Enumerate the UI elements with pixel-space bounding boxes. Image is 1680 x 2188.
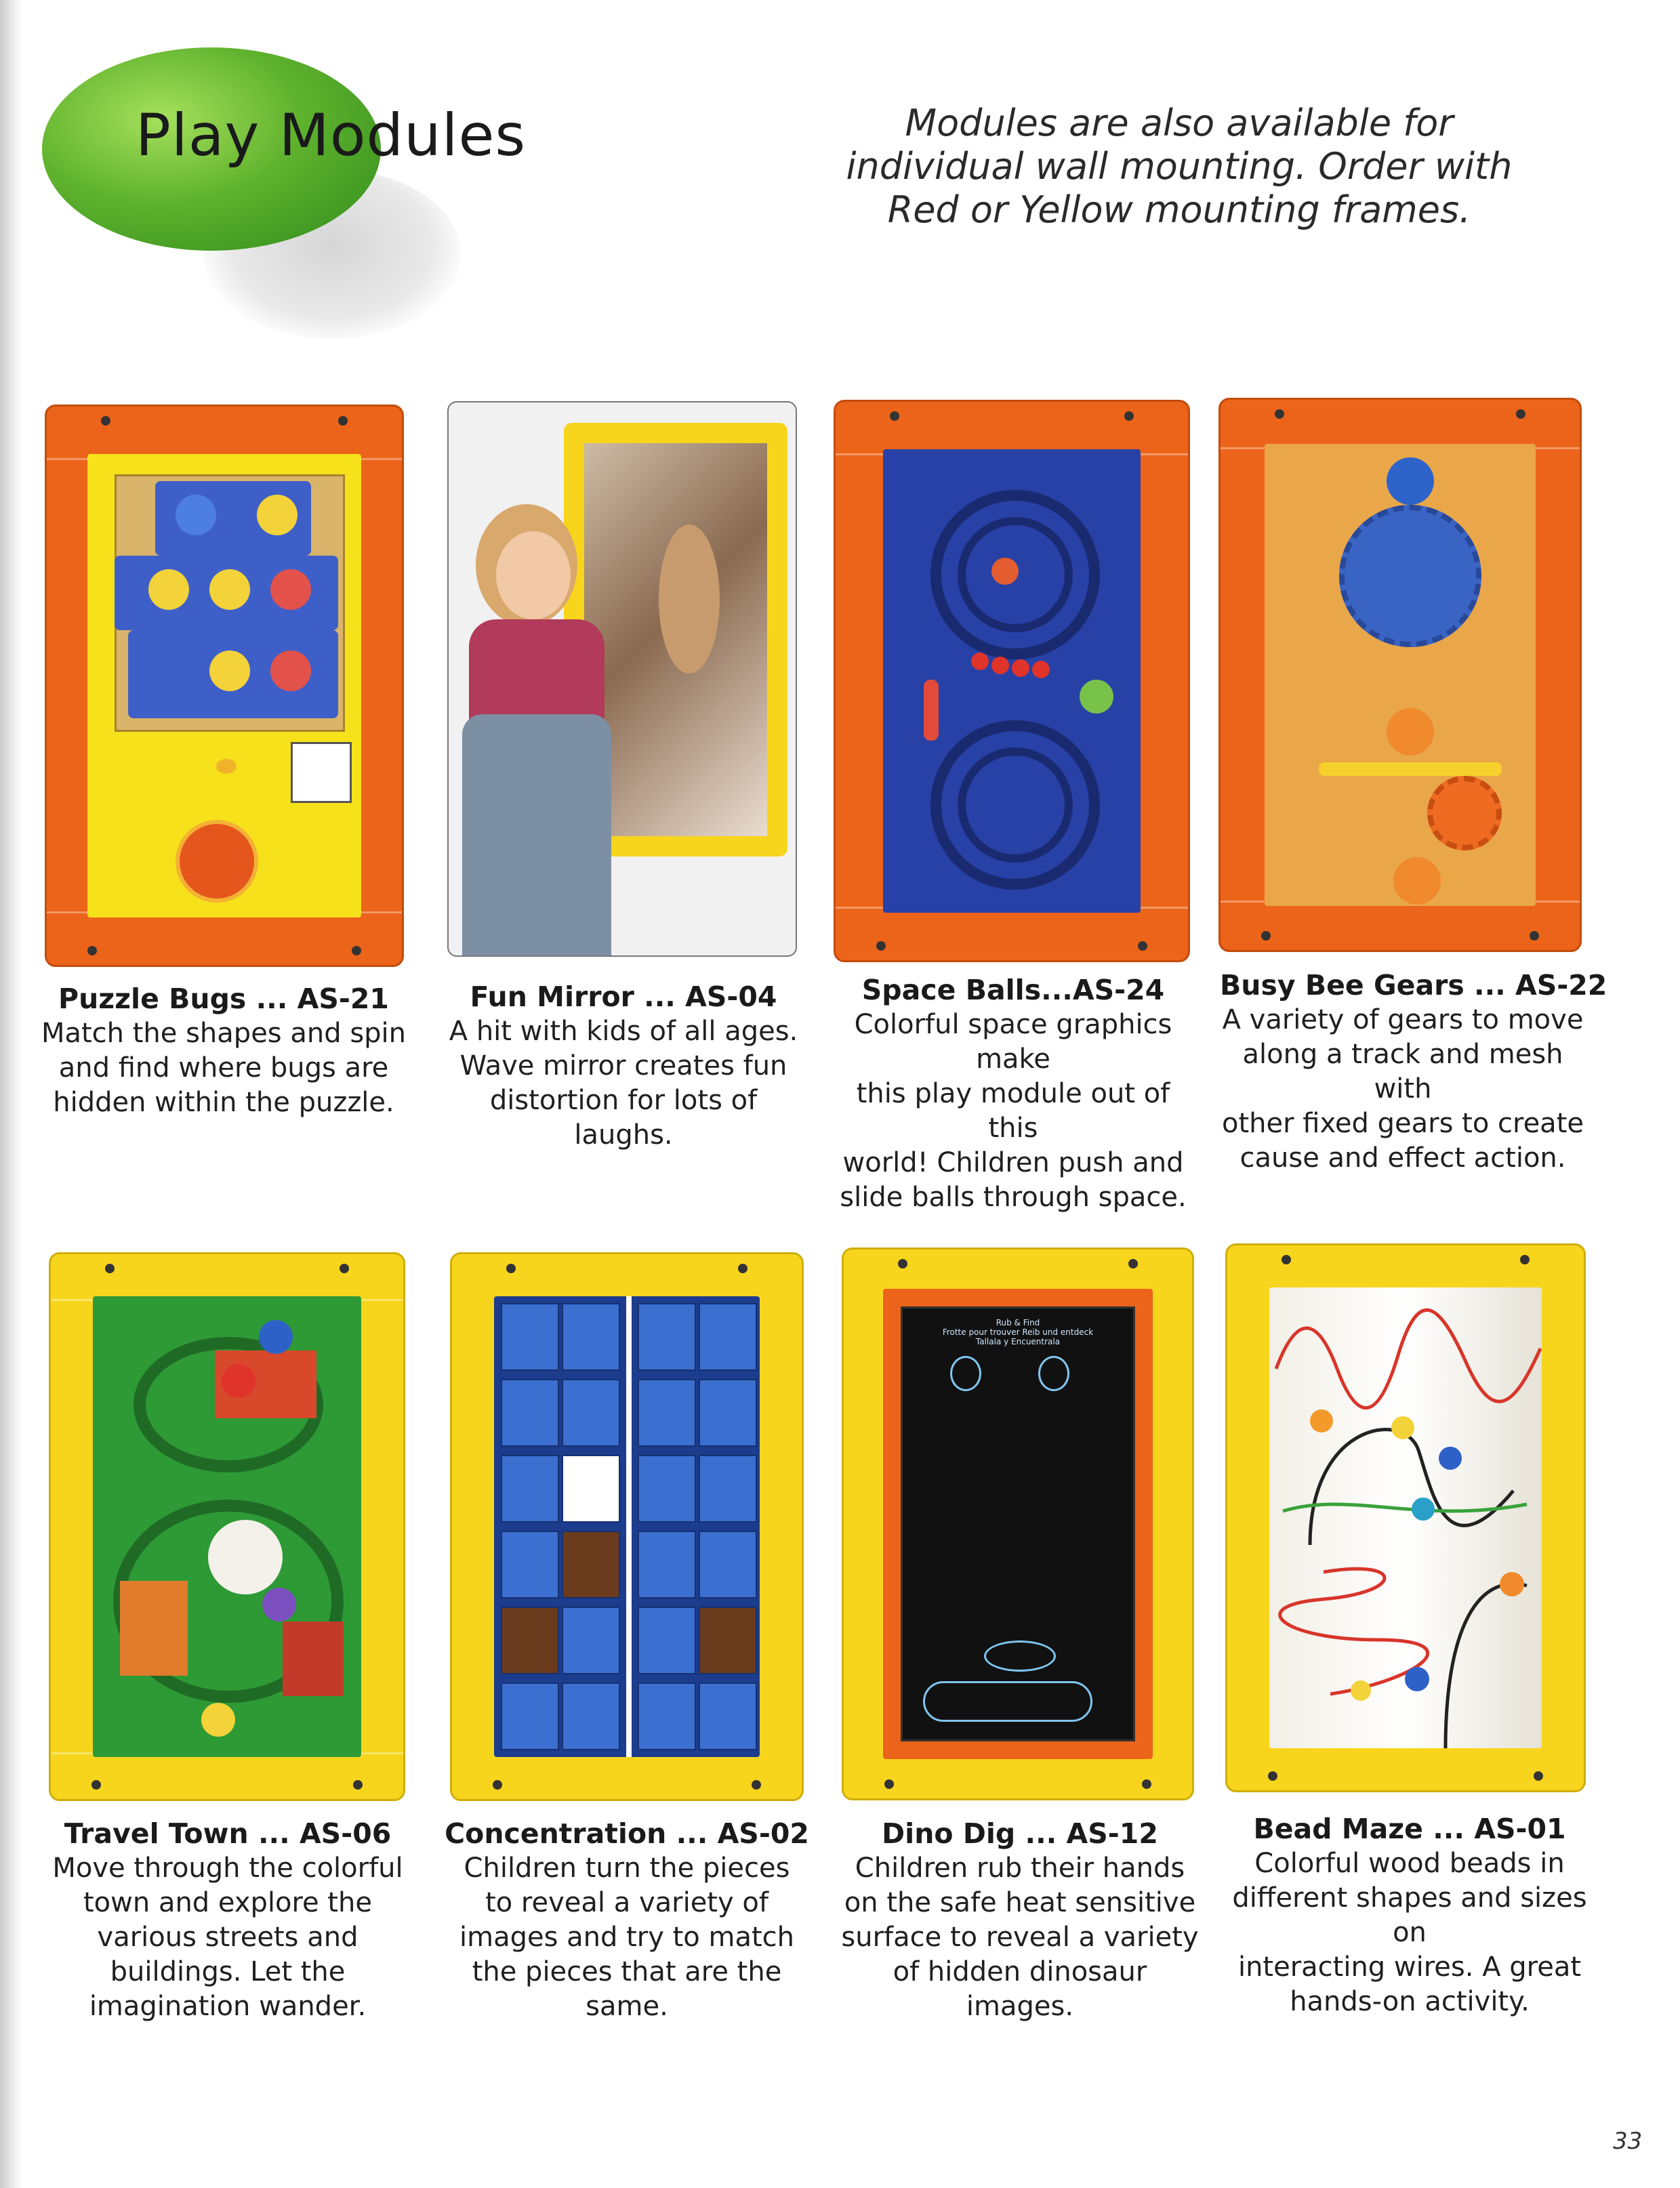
product-name: Bead Maze ... AS-01 [1253, 1813, 1566, 1845]
product-name: Travel Town ... AS-06 [64, 1817, 392, 1850]
dino-dig-module [842, 1247, 1194, 1800]
product-description: the pieces that are the [472, 1956, 782, 1987]
bead-maze-box [1269, 1287, 1542, 1748]
product-description: images. [966, 1991, 1074, 2022]
product-description: cause and effect action. [1239, 1142, 1566, 1174]
heat-sensitive-surface [901, 1306, 1135, 1741]
product-description: distortion for lots of [489, 1085, 758, 1116]
product-description: A hit with kids of all ages. [449, 1016, 798, 1047]
product-description: different shapes and sizes on [1232, 1882, 1587, 1948]
puzzle-bugs-caption [41, 981, 407, 1120]
product-description: buildings. Let the [110, 1956, 346, 1987]
product-description: of hidden dinosaur [893, 1956, 1147, 1987]
travel-town-board [93, 1296, 361, 1757]
puzzle-bugs-board [87, 454, 361, 917]
product-description: Move through the colorful [52, 1853, 403, 1884]
busy-bee-board [1265, 444, 1536, 906]
product-description: to reveal a variety of [485, 1887, 769, 1918]
product-description: Colorful space graphics make [854, 1009, 1172, 1075]
tagline-line: Red or Yellow mounting frames. [887, 188, 1471, 231]
product-description: imagination wander. [89, 1991, 367, 2022]
page-number: 33 [1613, 2128, 1643, 2155]
tagline-line: individual wall mounting. Order with [846, 145, 1513, 188]
board-subheading: Tallala y Encuentrala [975, 1337, 1061, 1346]
travel-town-caption [45, 1816, 411, 2024]
space-balls-board [883, 449, 1141, 913]
space-balls-caption [830, 972, 1196, 1215]
product-description: Children rub their hands [855, 1853, 1185, 1884]
bead-maze-module [1225, 1243, 1586, 1792]
product-description: images and try to match [459, 1922, 794, 1953]
fun-mirror-photo [447, 401, 797, 957]
product-name: Space Balls...AS-24 [861, 974, 1165, 1006]
product-description: world! Children push and [842, 1147, 1184, 1178]
product-description: same. [586, 1991, 668, 2022]
puzzle-bugs-module [45, 405, 404, 967]
product-description: Wave mirror creates fun [459, 1050, 787, 1081]
product-description: hidden within the puzzle. [53, 1087, 394, 1118]
board-heading: Rub & Find [996, 1318, 1040, 1327]
product-description: along a track and mesh with [1242, 1039, 1563, 1105]
product-name: Dino Dig ... AS-12 [882, 1817, 1158, 1850]
concentration-board [494, 1296, 760, 1757]
fun-mirror-caption [441, 979, 806, 1153]
product-description: surface to reveal a variety [841, 1922, 1199, 1953]
product-description: town and explore the [83, 1887, 372, 1918]
product-description: A variety of gears to move [1222, 1004, 1584, 1035]
product-name: Concentration ... AS-02 [445, 1817, 809, 1850]
product-description: Match the shapes and spin [41, 1018, 407, 1049]
dino-dig-frame [883, 1289, 1153, 1759]
product-description: various streets and [97, 1922, 358, 1953]
product-description: on the safe heat sensitive [844, 1887, 1196, 1918]
travel-town-module [49, 1252, 405, 1801]
product-description: slide balls through space. [840, 1182, 1187, 1213]
product-name: Fun Mirror ... AS-04 [470, 981, 777, 1013]
page-title: Play Modules [136, 102, 527, 169]
bead-maze-caption [1227, 1811, 1593, 2019]
product-description: and find where bugs are [58, 1052, 389, 1083]
product-description: laughs. [574, 1119, 673, 1151]
board-subheading: Frotte pour trouver Reib und entdeck [942, 1327, 1094, 1337]
product-description: other fixed gears to create [1222, 1108, 1584, 1139]
product-description: hands-on activity. [1290, 1986, 1530, 2017]
product-description: interacting wires. A great [1237, 1952, 1582, 1983]
product-name: Busy Bee Gears ... AS-22 [1220, 969, 1607, 1002]
concentration-module [450, 1252, 804, 1801]
product-description: Children turn the pieces [464, 1853, 790, 1884]
product-description: this play module out of this [856, 1078, 1170, 1144]
dino-dig-caption [837, 1816, 1203, 2024]
product-name: Puzzle Bugs ... AS-21 [58, 983, 389, 1015]
tagline [800, 102, 1559, 232]
space-balls-module [834, 400, 1190, 962]
binding-shadow [0, 0, 23, 2188]
busy-bee-gears-caption [1220, 968, 1607, 1176]
concentration-caption [444, 1816, 810, 2024]
tagline-line: Modules are also available for [905, 102, 1454, 144]
product-description: Colorful wood beads in [1254, 1848, 1565, 1879]
busy-bee-gears-module [1218, 398, 1582, 952]
